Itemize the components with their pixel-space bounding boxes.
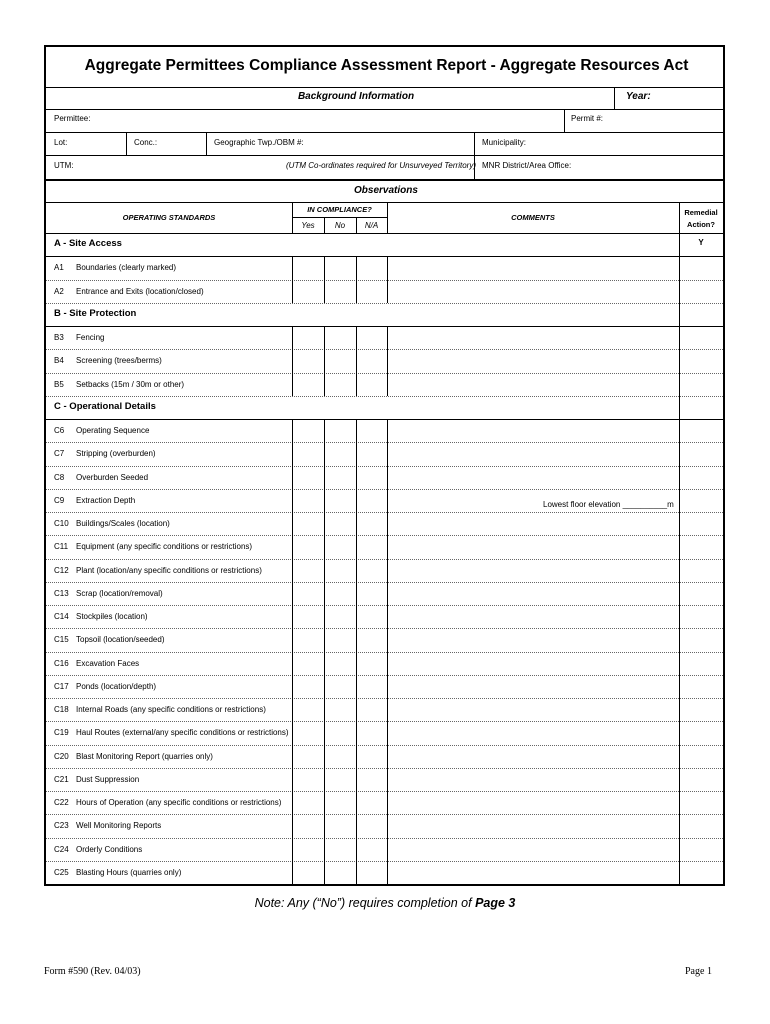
yes-header: Yes [301, 221, 315, 230]
na-cell[interactable] [356, 652, 357, 675]
yes-cell[interactable] [292, 256, 293, 279]
comments-cell[interactable] [387, 535, 388, 558]
na-cell[interactable] [356, 698, 357, 721]
item-code: C14 [54, 612, 69, 621]
na-cell[interactable] [356, 419, 357, 442]
item-label: Operating Sequence [76, 426, 150, 435]
no-cell[interactable] [324, 745, 325, 768]
na-cell[interactable] [356, 814, 357, 837]
item-label: Blasting Hours (quarries only) [76, 867, 182, 877]
na-cell[interactable] [356, 280, 357, 303]
item-label: Entrance and Exits (location/closed) [76, 286, 204, 296]
comments-cell[interactable] [387, 512, 388, 535]
no-cell[interactable] [324, 814, 325, 837]
yes-cell[interactable] [292, 628, 293, 651]
standards-header: OPERATING STANDARDS [122, 213, 216, 222]
page-number: Page 1 [685, 966, 712, 977]
na-cell[interactable] [356, 489, 357, 512]
item-code: C17 [54, 681, 69, 691]
na-cell[interactable] [356, 838, 357, 861]
na-cell[interactable] [356, 628, 357, 651]
comments-cell[interactable] [387, 582, 388, 605]
item-code: C20 [54, 751, 69, 761]
item-label: Screening (trees/berms) [76, 356, 162, 366]
yes-cell[interactable] [292, 791, 293, 814]
municipality-label: Municipality: [482, 138, 527, 147]
remedial-cell[interactable] [679, 652, 680, 675]
no-cell[interactable] [324, 698, 325, 721]
section-title: A - Site Access [54, 238, 122, 249]
remedial-cell[interactable] [679, 442, 680, 465]
item-label: Buildings/Scales (location) [76, 519, 170, 528]
comments-cell[interactable] [387, 326, 388, 349]
na-cell[interactable] [356, 768, 357, 791]
na-cell[interactable] [356, 256, 357, 279]
utm-note: (UTM Co-ordinates required for Unsurveyed Territory) [286, 161, 476, 170]
yes-cell[interactable] [292, 373, 293, 396]
observations-heading: Observations [354, 185, 418, 196]
item-code: B5 [54, 379, 64, 389]
no-cell[interactable] [324, 838, 325, 861]
no-cell[interactable] [324, 419, 325, 442]
na-cell[interactable] [356, 349, 357, 372]
comments-cell[interactable] [387, 652, 388, 675]
item-label: Scrap (location/removal) [76, 588, 163, 598]
no-cell[interactable] [324, 675, 325, 698]
remedial-cell[interactable] [679, 605, 680, 628]
no-cell[interactable] [324, 373, 325, 396]
remedial-cell[interactable] [679, 582, 680, 605]
item-code: C13 [54, 588, 69, 598]
yes-cell[interactable] [292, 512, 293, 535]
yes-cell[interactable] [292, 582, 293, 605]
item-code: A2 [54, 286, 64, 296]
comments-cell[interactable] [387, 466, 388, 489]
remedial-cell[interactable] [679, 559, 680, 582]
no-cell[interactable] [324, 861, 325, 884]
no-cell[interactable] [324, 582, 325, 605]
yes-cell[interactable] [292, 814, 293, 837]
comments-cell[interactable] [387, 280, 388, 303]
no-cell[interactable] [324, 256, 325, 279]
item-label: Well Monitoring Reports [76, 821, 162, 831]
na-cell[interactable] [356, 559, 357, 582]
comments-cell[interactable] [387, 745, 388, 768]
no-cell[interactable] [324, 442, 325, 465]
remedial-cell[interactable] [679, 256, 680, 279]
no-cell[interactable] [324, 489, 325, 512]
na-cell[interactable] [356, 373, 357, 396]
na-header: N/A [364, 221, 379, 230]
remedial-cell[interactable] [679, 535, 680, 558]
remedial-cell[interactable] [679, 745, 680, 768]
compliance-header: IN COMPLIANCE? [307, 205, 372, 214]
yes-cell[interactable] [292, 605, 293, 628]
comments-cell[interactable] [387, 489, 388, 512]
yes-cell[interactable] [292, 535, 293, 558]
no-cell[interactable] [324, 768, 325, 791]
item-label: Plant (location/any specific conditions or restrictions) [76, 565, 262, 575]
na-cell[interactable] [356, 466, 357, 489]
na-cell[interactable] [356, 721, 357, 744]
remedial-cell[interactable] [679, 628, 680, 651]
yes-cell[interactable] [292, 675, 293, 698]
remedial-cell[interactable] [679, 838, 680, 861]
remedial-cell[interactable] [679, 698, 680, 721]
yes-cell[interactable] [292, 442, 293, 465]
no-cell[interactable] [324, 605, 325, 628]
item-code: C12 [54, 565, 69, 575]
remedial-cell[interactable] [679, 349, 680, 372]
comments-cell[interactable] [387, 559, 388, 582]
item-label: Orderly Conditions [76, 844, 143, 854]
comments-cell[interactable] [387, 861, 388, 884]
permittee-label: Permittee: [54, 114, 91, 123]
item-code: C23 [54, 821, 69, 831]
remedial-y: Y [698, 238, 704, 247]
item-code: C21 [54, 774, 69, 784]
item-label: Internal Roads (any specific conditions or restrictions) [76, 705, 266, 714]
utm-label: UTM: [54, 161, 74, 170]
yes-cell[interactable] [292, 861, 293, 884]
no-cell[interactable] [324, 280, 325, 303]
year-label: Year: [626, 91, 651, 102]
yes-cell[interactable] [292, 419, 293, 442]
no-cell[interactable] [324, 652, 325, 675]
item-code: C7 [54, 449, 65, 459]
comments-cell[interactable] [387, 838, 388, 861]
comments-cell[interactable] [387, 698, 388, 721]
yes-cell[interactable] [292, 721, 293, 744]
section-title: C - Operational Details [54, 400, 156, 412]
item-code: C22 [54, 798, 69, 807]
na-cell[interactable] [356, 442, 357, 465]
na-cell[interactable] [356, 675, 357, 698]
comments-cell[interactable] [387, 373, 388, 396]
form-title: Aggregate Permittees Compliance Assessment Report - Aggregate Resources Act [84, 57, 689, 74]
permit-label: Permit #: [571, 114, 604, 123]
na-cell[interactable] [356, 605, 357, 628]
yes-cell[interactable] [292, 768, 293, 791]
yes-cell[interactable] [292, 698, 293, 721]
comments-cell[interactable] [387, 791, 388, 814]
item-label: Extraction Depth [76, 495, 136, 505]
item-label: Haul Routes (external/any specific conditions or restrictions) [76, 728, 289, 738]
item-label: Fencing [76, 333, 105, 342]
item-label: Blast Monitoring Report (quarries only) [76, 751, 213, 761]
no-cell[interactable] [324, 559, 325, 582]
remedial-cell[interactable] [679, 373, 680, 396]
comments-cell[interactable] [387, 768, 388, 791]
remedial-cell[interactable] [679, 768, 680, 791]
remedial-cell[interactable] [679, 512, 680, 535]
item-code: C6 [54, 426, 65, 435]
item-code: C24 [54, 844, 69, 854]
item-code: C18 [54, 705, 69, 714]
background-heading: Background Information [297, 91, 415, 102]
remedial-cell[interactable] [679, 326, 680, 349]
section-title: B - Site Protection [54, 307, 137, 319]
no-cell[interactable] [324, 349, 325, 372]
na-cell[interactable] [356, 745, 357, 768]
conc-label: Conc.: [134, 138, 158, 147]
na-cell[interactable] [356, 791, 357, 814]
note: Note: Any (“No”) requires completion of Page 3 [254, 896, 516, 910]
comments-cell[interactable] [387, 628, 388, 651]
no-cell[interactable] [324, 535, 325, 558]
item-code: C19 [54, 728, 69, 738]
no-cell[interactable] [324, 326, 325, 349]
mnr-office-label: MNR District/Area Office: [482, 161, 572, 170]
comments-cell[interactable] [387, 721, 388, 744]
lowest-floor-elevation: Lowest floor elevation __________m [543, 500, 674, 509]
form-number: Form #590 (Rev. 04/03) [44, 966, 141, 977]
yes-cell[interactable] [292, 326, 293, 349]
item-label: Overburden Seeded [76, 472, 149, 482]
comments-cell[interactable] [387, 442, 388, 465]
yes-cell[interactable] [292, 745, 293, 768]
item-code: C16 [54, 658, 69, 668]
remedial-cell[interactable] [679, 466, 680, 489]
item-label: Dust Suppression [76, 774, 140, 784]
geo-twp-label: Geographic Twp./OBM #: [214, 138, 304, 147]
remedial-cell[interactable] [679, 419, 680, 442]
yes-cell[interactable] [292, 280, 293, 303]
remedial-cell[interactable] [679, 721, 680, 744]
item-label: Stockpiles (location) [76, 612, 148, 621]
remedial-cell[interactable] [679, 861, 680, 884]
lot-label: Lot: [54, 138, 68, 147]
yes-cell[interactable] [292, 489, 293, 512]
no-cell[interactable] [324, 791, 325, 814]
item-label: Equipment (any specific conditions or restrictions) [76, 542, 253, 552]
remedial-cell[interactable] [679, 814, 680, 837]
remedial-cell[interactable] [679, 675, 680, 698]
yes-cell[interactable] [292, 652, 293, 675]
item-label: Topsoil (location/seeded) [76, 635, 165, 645]
item-label: Hours of Operation (any specific conditions or restrictions) [76, 798, 282, 807]
comments-cell[interactable] [387, 605, 388, 628]
no-header: No [334, 221, 346, 230]
remedial-cell[interactable] [679, 280, 680, 303]
item-code: C9 [54, 495, 65, 505]
form-frame [44, 45, 725, 886]
item-label: Boundaries (clearly marked) [76, 263, 177, 273]
item-code: C11 [54, 542, 69, 552]
no-cell[interactable] [324, 466, 325, 489]
comments-header: COMMENTS [511, 213, 555, 222]
comments-cell[interactable] [387, 675, 388, 698]
na-cell[interactable] [356, 582, 357, 605]
na-cell[interactable] [356, 861, 357, 884]
item-code: A1 [54, 263, 64, 273]
remedial-cell[interactable] [679, 791, 680, 814]
yes-cell[interactable] [292, 349, 293, 372]
no-cell[interactable] [324, 512, 325, 535]
item-label: Setbacks (15m / 30m or other) [76, 379, 185, 389]
no-cell[interactable] [324, 721, 325, 744]
item-label: Excavation Faces [76, 658, 140, 668]
remedial-cell[interactable] [679, 489, 680, 512]
na-cell[interactable] [356, 512, 357, 535]
item-code: C15 [54, 635, 69, 645]
na-cell[interactable] [356, 326, 357, 349]
item-label: Ponds (location/depth) [76, 681, 157, 691]
comments-cell[interactable] [387, 419, 388, 442]
yes-cell[interactable] [292, 559, 293, 582]
item-code: C25 [54, 867, 69, 877]
no-cell[interactable] [324, 628, 325, 651]
comments-cell[interactable] [387, 814, 388, 837]
yes-cell[interactable] [292, 466, 293, 489]
item-code: B3 [54, 333, 64, 342]
comments-cell[interactable] [387, 349, 388, 372]
item-code: C8 [54, 472, 65, 482]
item-code: C10 [54, 519, 69, 528]
comments-cell[interactable] [387, 256, 388, 279]
item-label: Stripping (overburden) [76, 449, 156, 459]
item-code: B4 [54, 356, 64, 366]
remedial-header-1: Remedial [684, 208, 718, 217]
na-cell[interactable] [356, 535, 357, 558]
remedial-header-2: Action? [687, 220, 715, 229]
yes-cell[interactable] [292, 838, 293, 861]
